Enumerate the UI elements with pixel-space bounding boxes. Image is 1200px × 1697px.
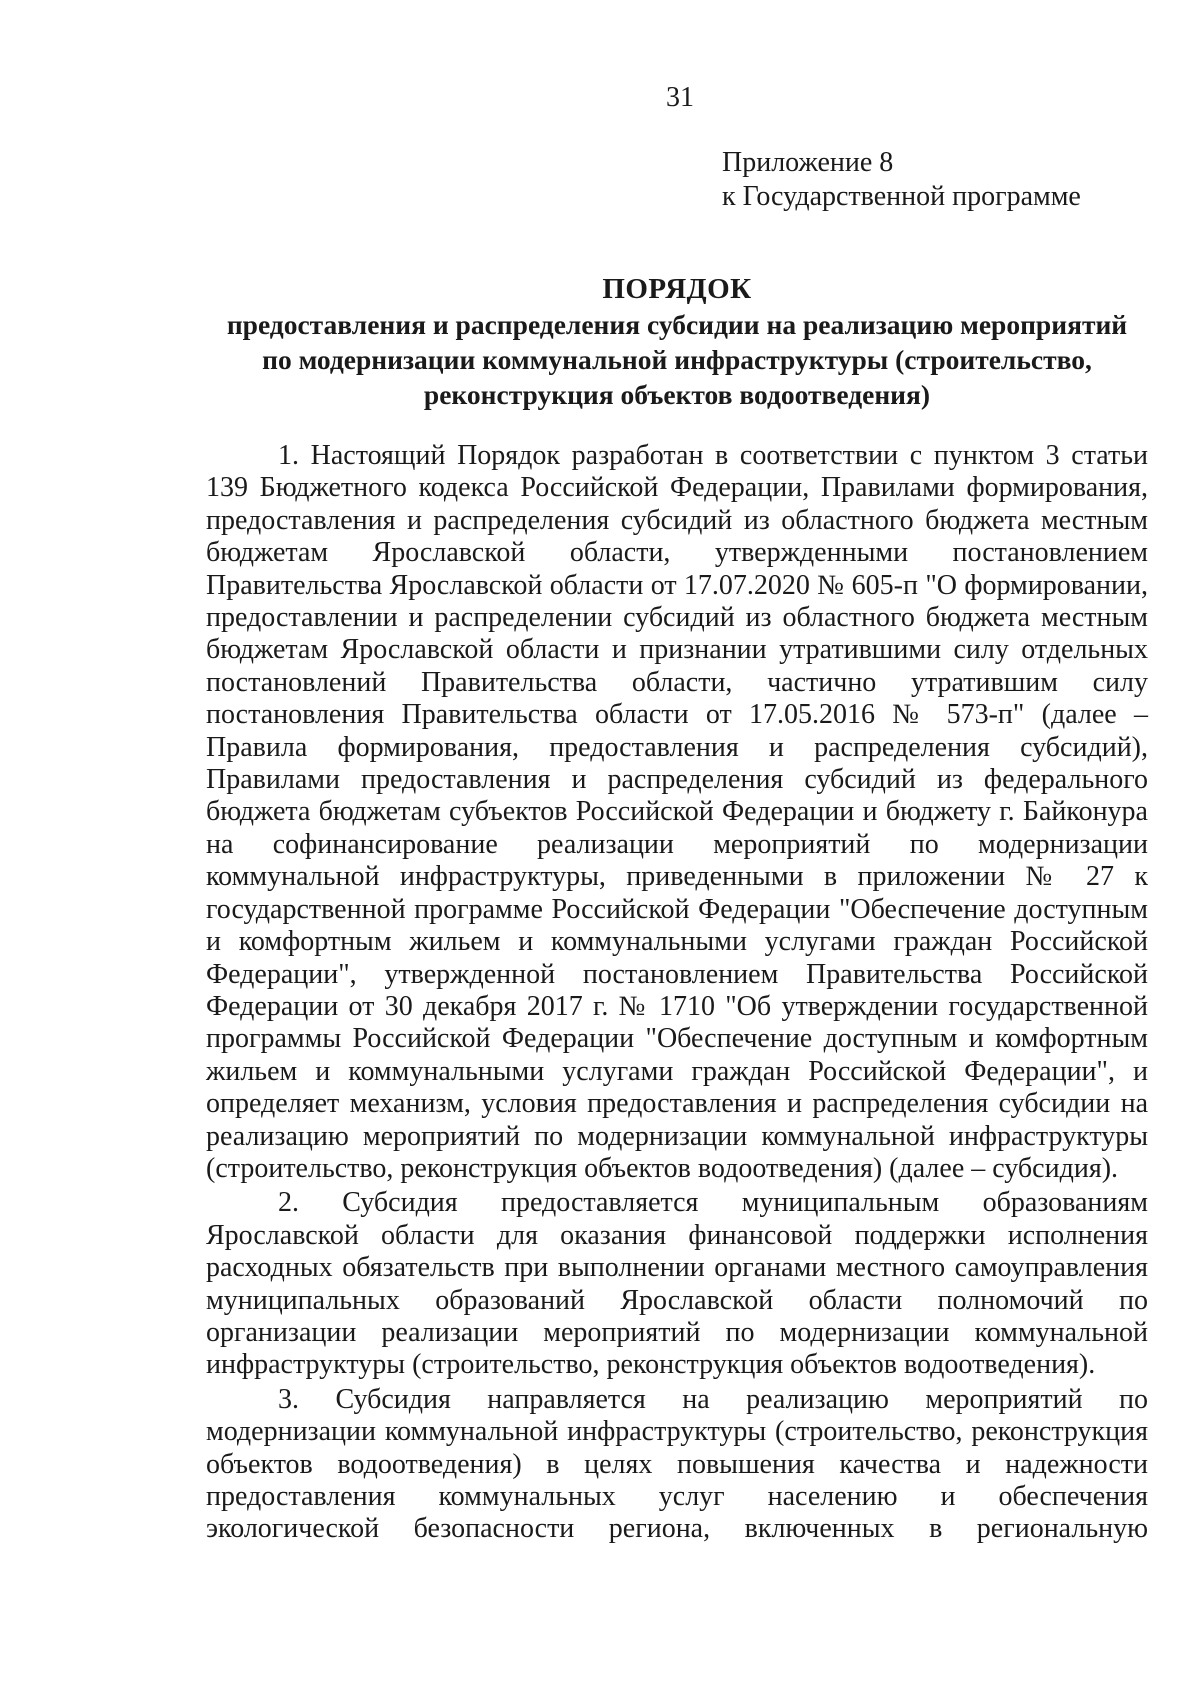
document-title (206, 271, 1148, 412)
appendix-line-2: к Государственной программе (722, 181, 1081, 212)
appendix-line-1: Приложение 8 (722, 147, 894, 178)
title-subtitle-line-2: по модернизации коммунальной инфраструктуры (строительство, (262, 344, 1092, 375)
title-subtitle-line-3: реконструкция объектов водоотведения) (423, 379, 931, 410)
document-body (206, 440, 1148, 1548)
paragraph-3: 3. Субсидия направляется на реализацию мероприятий по модернизации коммунальной инфраструктуры (строительство, реконструкция объектов водоотведения) в целях повышения качества и надежности предоставления коммунальных услуг населению и обеспечения экологической безопасности региона, включенных в региональную (206, 1383, 1148, 1545)
title-subtitle-line-1: предоставления и распределения субсидии на реализацию мероприятий (226, 309, 1128, 340)
page-number: 31 (666, 82, 694, 113)
title-main: ПОРЯДОК (602, 273, 752, 305)
paragraph-1: 1. Настоящий Порядок разработан в соответствии с пунктом 3 статьи 139 Бюджетного кодекса Российской Федерации, Правилами формирования, предоставления и распределения субсидий из областного бюджета местным бюджетам Ярославской области, утвержденными постановлением Правительства Ярославской области от 17.07.2020 № 605-п "О формировании, предоставлении и распределении субсидий из областного бюджета местным бюджетам Ярославской области и признании утратившими силу отдельных постановлений Правительства области, частично утратившим силу постановления Правительства области от 17.05.2016 № 573-п" (далее – Правила формирования, предоставления и распределения субсидий), Правилами предоставления и распределения субсидий из федерального бюджета бюджетам субъектов Российской Федерации и бюджету г. Байконура на софинансирование реализации мероприятий по модернизации коммунальной инфраструктуры, приведенными в приложении № 27 к государственной программе Российской Федерации "Обеспечение доступным и комфортным жильем и коммунальными услугами граждан Российской Федерации", утвержденной постановлением Правительства Российской Федерации от 30 декабря 2017 г. № 1710 "Об утверждении государственной программы Российской Федерации "Обеспечение доступным и комфортным жильем и коммунальными услугами граждан Российской Федерации", и определяет механизм, условия предоставления и распределения субсидии на реализацию мероприятий по модернизации коммунальной инфраструктуры (строительство, реконструкция объектов водоотведения) (далее – субсидия). (206, 440, 1148, 1184)
appendix-reference (722, 146, 1081, 214)
paragraph-2: 2. Субсидия предоставляется муниципальным образованиям Ярославской области для оказания финансовой поддержки исполнения расходных обязательств при выполнении органами местного самоуправления муниципальных образований Ярославской области полномочий по организации реализации мероприятий по модернизации коммунальной инфраструктуры (строительство, реконструкция объектов водоотведения). (206, 1187, 1148, 1381)
